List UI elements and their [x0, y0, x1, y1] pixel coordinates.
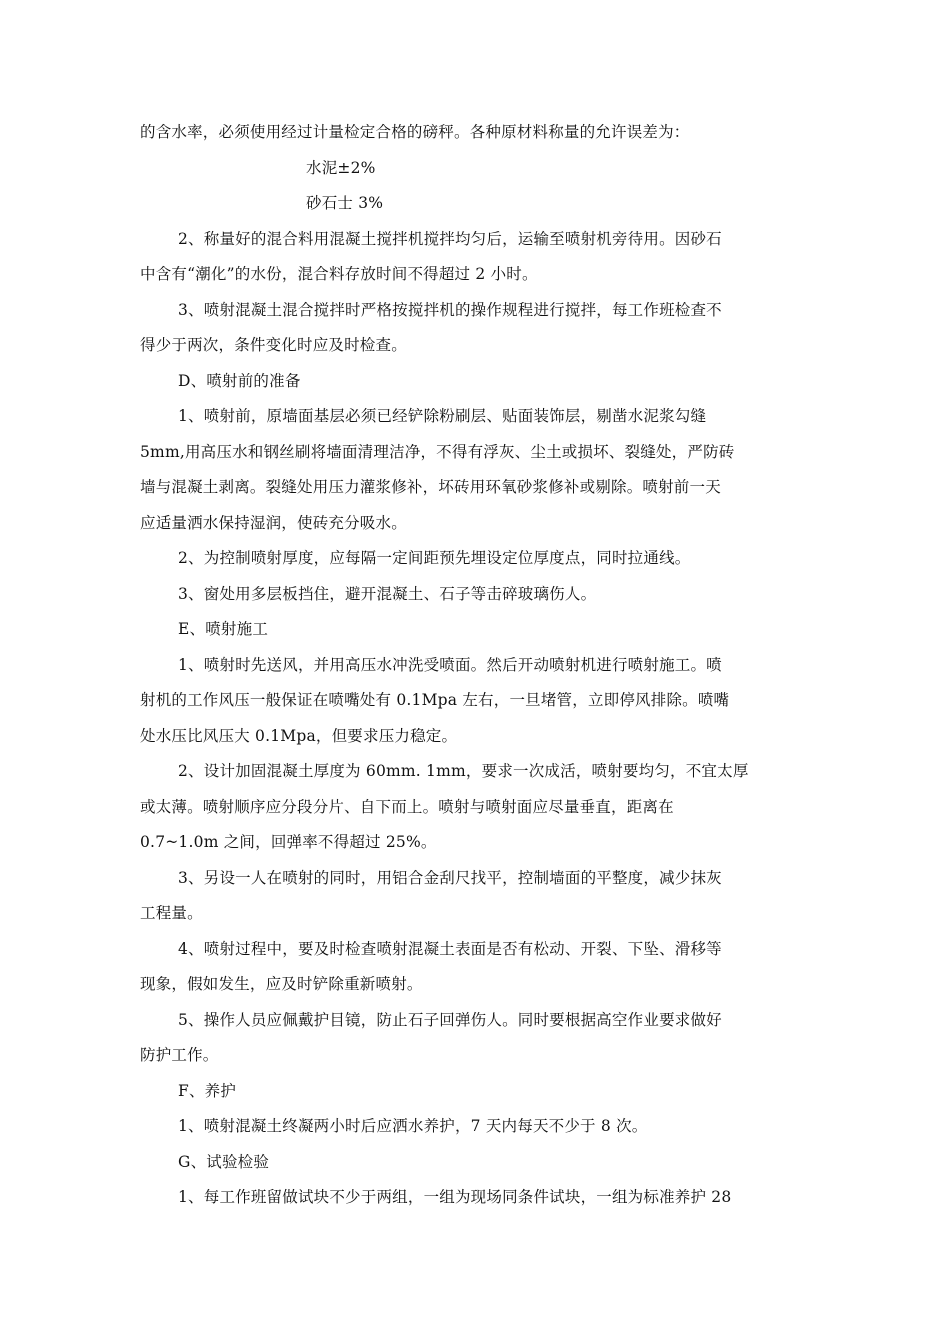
text-line: 的含水率，必须使用经过计量检定合格的磅秤。各种原材料称量的允许误差为：	[140, 123, 690, 141]
text-line: 应适量洒水保持湿润，使砖充分吸水。	[140, 514, 407, 532]
text-line: 墙与混凝土剥离。裂缝处用压力灌浆修补，坏砖用环氧砂浆修补或剔除。喷射前一天	[140, 478, 721, 496]
text-line: 水泥±2%	[306, 159, 376, 177]
section-heading: G、试验检验	[178, 1153, 270, 1171]
text-line: 1、喷射时先送风，并用高压水冲洗受喷面。然后开动喷射机进行喷射施工。喷	[178, 656, 722, 674]
text-line: 5mm,用高压水和钢丝刷将墙面清理洁净，不得有浮灰、尘土或损坏、裂缝处，严防砖	[140, 443, 735, 461]
text-line: 处水压比风压大 0.1Mpa，但要求压力稳定。	[140, 727, 458, 745]
text-line: 2、称量好的混合料用混凝土搅拌机搅拌均匀后，运输至喷射机旁待用。因砂石	[178, 230, 722, 248]
section-heading: E、喷射施工	[178, 620, 269, 638]
text-line: 3、另设一人在喷射的同时，用铝合金刮尺找平，控制墙面的平整度，减少抹灰	[178, 869, 722, 887]
text-line: 2、为控制喷射厚度，应每隔一定间距预先埋设定位厚度点，同时拉通线。	[178, 549, 691, 567]
text-line: 得少于两次，条件变化时应及时检查。	[140, 336, 407, 354]
text-line: 1、喷射混凝土终凝两小时后应洒水养护，7 天内每天不少于 8 次。	[178, 1117, 648, 1135]
text-line: 或太薄。喷射顺序应分段分片、自下而上。喷射与喷射面应尽量垂直，距离在	[140, 798, 674, 816]
text-line: 4、喷射过程中，要及时检查喷射混凝土表面是否有松动、开裂、下坠、滑移等	[178, 940, 722, 958]
text-line: 3、窗处用多层板挡住，避开混凝土、石子等击碎玻璃伤人。	[178, 585, 597, 603]
text-line: 0.7~1.0m 之间，回弹率不得超过 25%。	[140, 833, 437, 851]
section-heading: F、养护	[178, 1082, 237, 1100]
text-line: 现象，假如发生，应及时铲除重新喷射。	[140, 975, 423, 993]
text-line: 中含有“潮化”的水份，混合料存放时间不得超过 2 小时。	[140, 265, 538, 283]
text-line: 防护工作。	[140, 1046, 219, 1064]
text-line: 1、每工作班留做试块不少于两组，一组为现场同条件试块，一组为标准养护 28	[178, 1188, 732, 1206]
text-line: 2、设计加固混凝土厚度为 60mm. 1mm，要求一次成活，喷射要均匀，不宜太厚	[178, 762, 749, 780]
text-line: 砂石士 3%	[306, 194, 384, 212]
text-line: 射机的工作风压一般保证在喷嘴处有 0.1Mpa 左右，一旦堵管，立即停风排除。喷嘴	[140, 691, 730, 709]
section-heading: D、喷射前的准备	[178, 372, 301, 390]
text-line: 3、喷射混凝土混合搅拌时严格按搅拌机的操作规程进行搅拌，每工作班检查不	[178, 301, 722, 319]
text-line: 5、操作人员应佩戴护目镜，防止石子回弹伤人。同时要根据高空作业要求做好	[178, 1011, 722, 1029]
text-line: 1、喷射前，原墙面基层必须已经铲除粉刷层、贴面装饰层，剔凿水泥浆勾缝	[178, 407, 707, 425]
text-line: 工程量。	[140, 904, 203, 922]
